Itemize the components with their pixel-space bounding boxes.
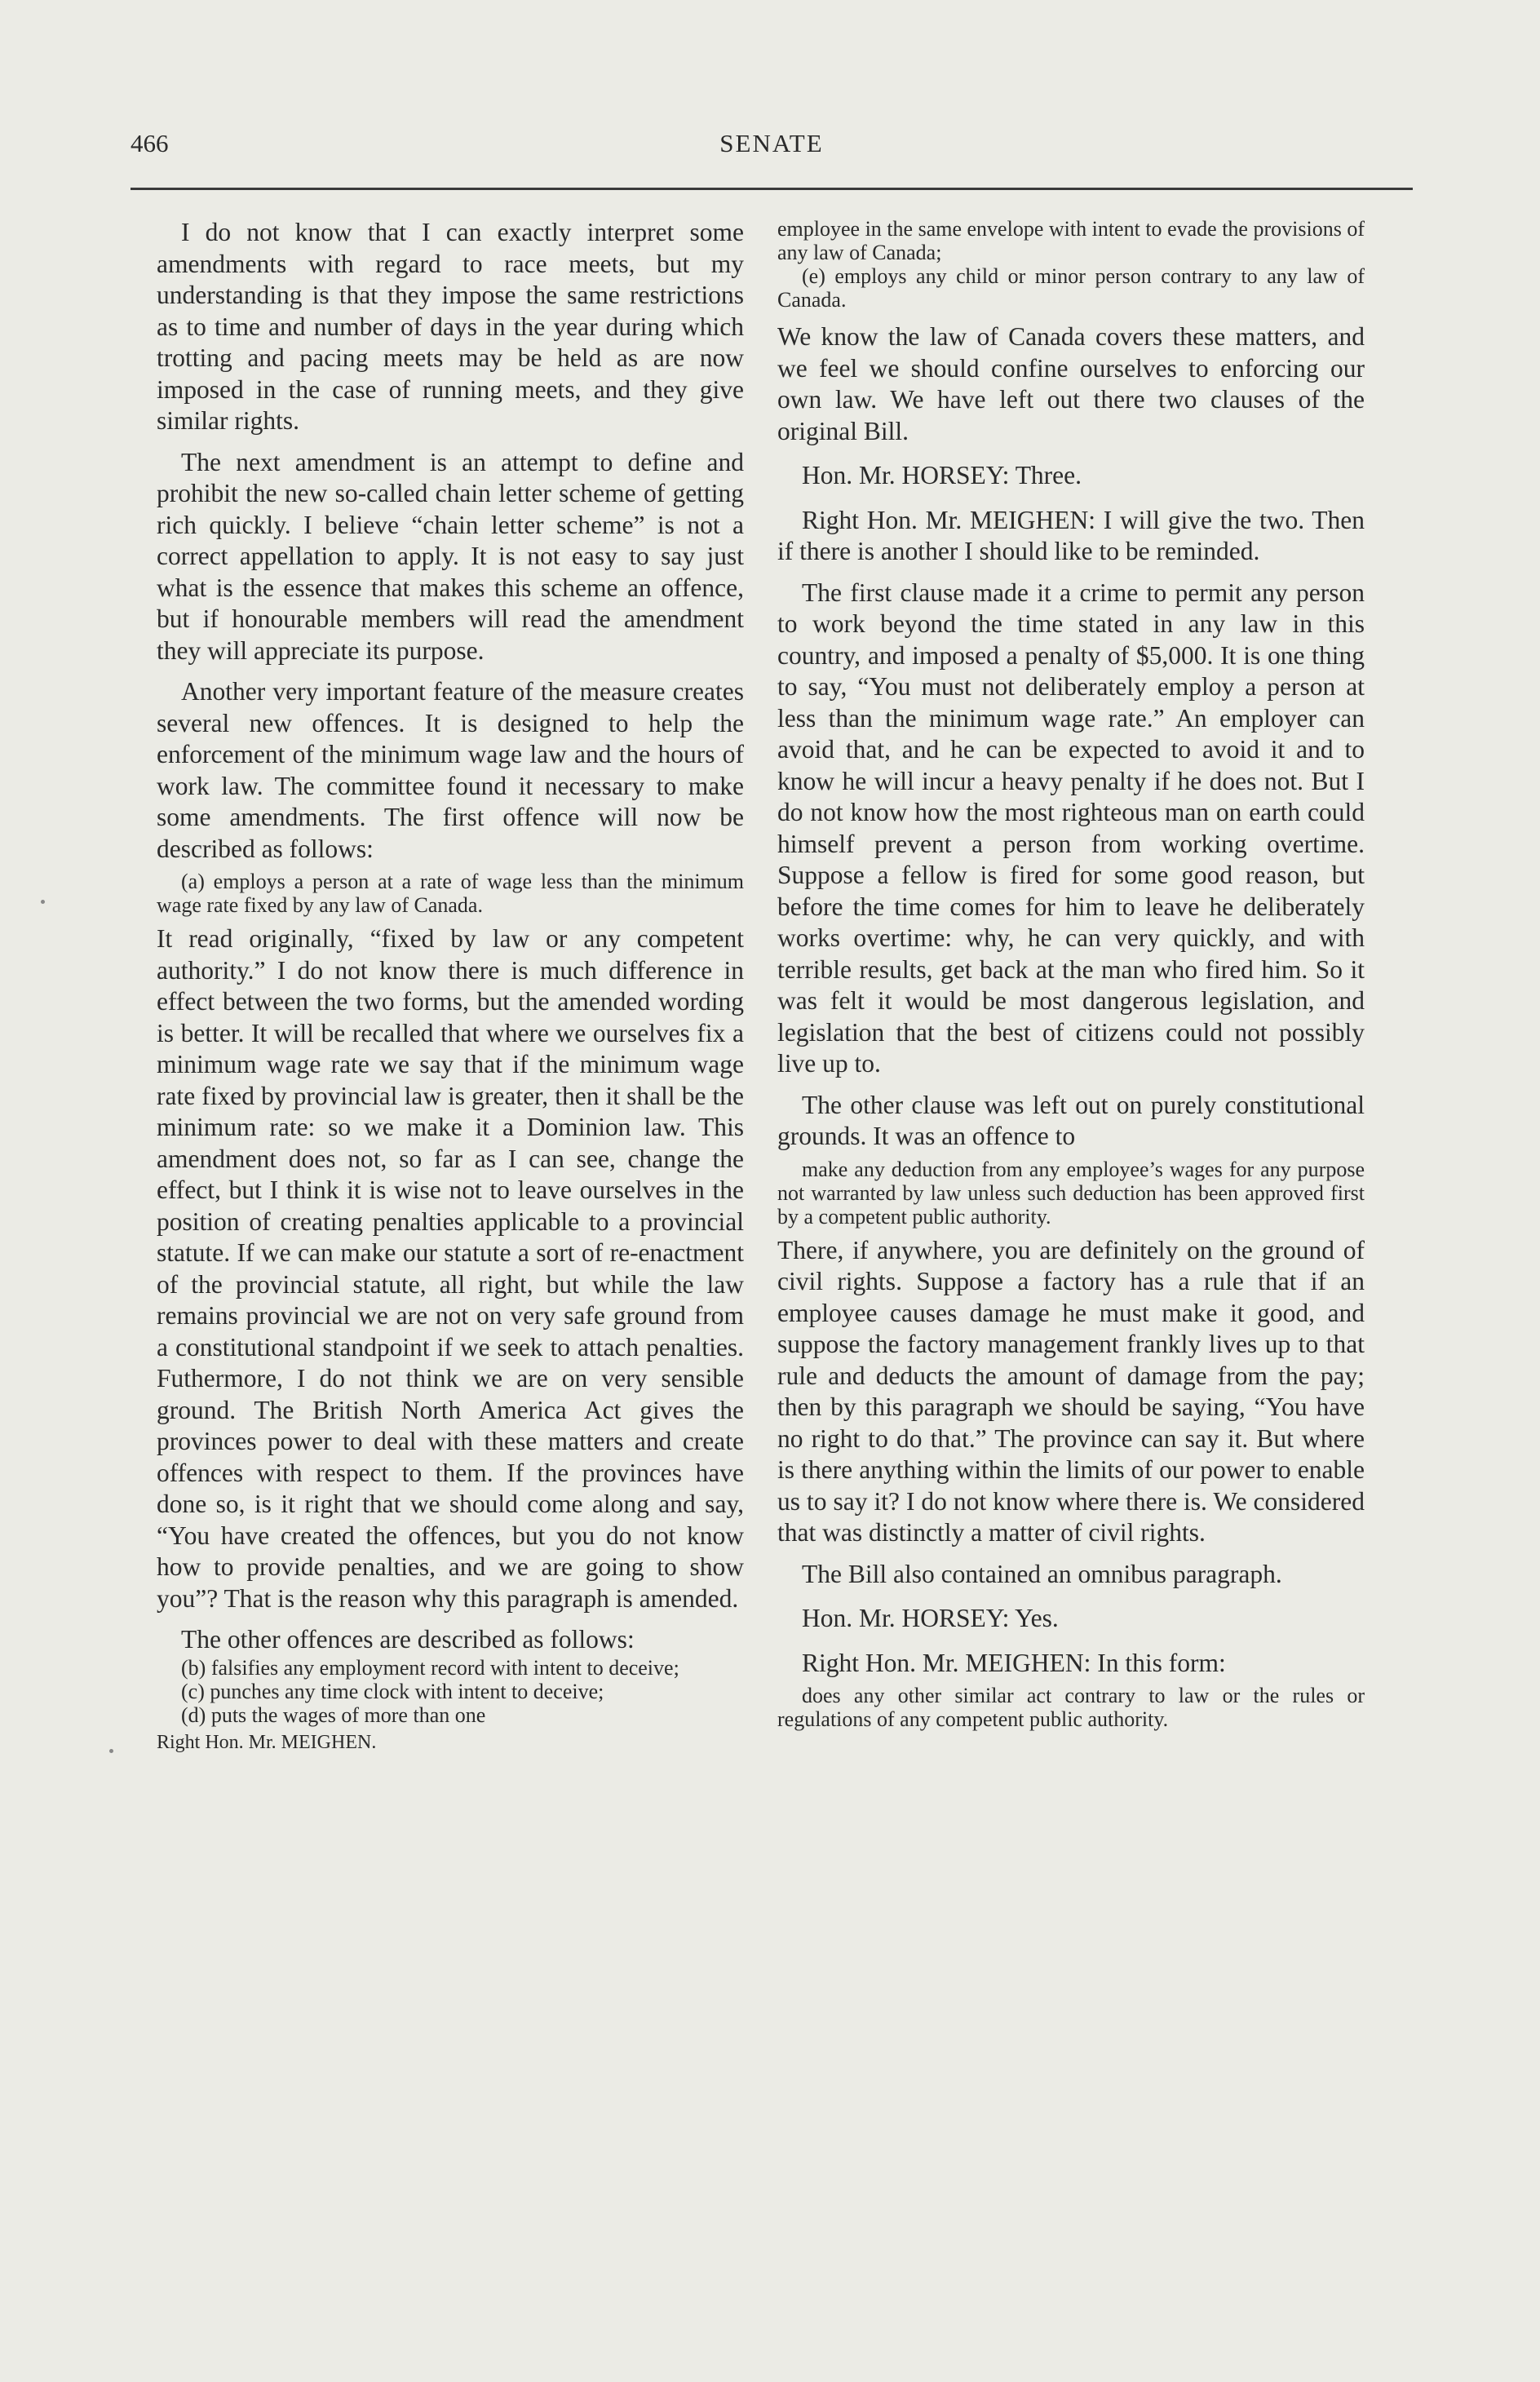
quoted-clause: does any other similar act contrary to law or the rules or regulations of any competent public authority. — [777, 1684, 1365, 1731]
quoted-clause: (b) falsifies any employment record with intent to deceive; — [181, 1655, 679, 1680]
header-rule — [131, 188, 1413, 190]
speaker-line: Hon. Mr. HORSEY: Three. — [802, 461, 1082, 489]
quoted-clause: make any deduction from any employee’s wages for any purpose not warranted by law unless such deduction has been approved first by a competent public authority. — [777, 1157, 1365, 1229]
running-head: SENATE — [719, 129, 824, 157]
quoted-clause: (c) punches any time clock with intent to deceive; — [181, 1679, 604, 1703]
quoted-clause: (e) employs any child or minor person contrary to any law of Canada. — [777, 264, 1365, 312]
paragraph: I do not know that I can exactly interpret some amendments with regard to race meets, but my understanding is that they impose the same restrictions as to time and number of days in the year during which trotting and pacing meets may be held as are now imposed in the case of running meets, and they give similar rights. — [157, 218, 744, 435]
right-column — [777, 217, 1365, 1738]
paragraph: The Bill also contained an omnibus paragraph. — [802, 1559, 1282, 1588]
speaker-footer: Right Hon. Mr. MEIGHEN. — [157, 1731, 377, 1753]
paragraph: There, if anywhere, you are definitely on the ground of civil rights. Suppose a factory has a rule that if an employee causes damage he must make it good, and suppose the factory management frankly lives up to that rule and deducts the amount of damage from the pay; then by this paragraph we should be saying, “You have no right to do that.” The province can say it. But where is there anything within the limits of our power to enable us to say it? I do not know where there is. We considered that was distinctly a matter of civil rights. — [777, 1235, 1365, 1547]
quoted-clause: (a) employs a person at a rate of wage less than the minimum wage rate fixed by any law of Canada. — [157, 870, 744, 917]
paragraph: It read originally, “fixed by law or any competent authority.” I do not know there is much difference in effect between the two forms, but the amended wording is better. It will be recalled that where we ourselves fix a minimum wage rate we say that if the minimum wage rate fixed by provincial law is greater, then it shall be the minimum rate: so we make it a Dominion law. This amendment does not, so far as I can see, change the effect, but I think it is wise not to leave ourselves in the position of creating penalties applicable to a provincial statute. If we can make our statute a sort of re-enactment of the provincial statute, all right, but while the law remains provincial we are not on very safe ground from a constitutional standpoint if we seek to attach penalties. Futhermore, I do not think we are on very sensible ground. The British North America Act gives the provinces power to deal with these matters and create offences with respect to them. If the provinces have done so, is it right that we should come along and say, “You have created the offences, but you do not know how to provide penalties, and we are going to show you”? That is the reason why this paragraph is amended. — [157, 924, 744, 1613]
quoted-clause: employee in the same envelope with intent to evade the provisions of any law of Canada; — [777, 217, 1365, 264]
paragraph: The next amendment is an attempt to define and prohibit the new so-called chain letter scheme of getting rich quickly. I believe “chain letter scheme” is not a correct appellation to apply. It is not easy to say just what is the essence that makes this scheme an offence, but if honourable members will read the amendment they will appreciate its purpose. — [157, 447, 744, 665]
paragraph: Another very important feature of the measure creates several new offences. It is designed to help the enforcement of the minimum wage law and the hours of work law. The committee found it necessary to make some amendments. The first offence will now be described as follows: — [157, 677, 744, 863]
paragraph: The other offences are described as follows: — [181, 1625, 635, 1654]
margin-dot — [41, 900, 45, 904]
page-header — [131, 129, 1413, 170]
paragraph: We know the law of Canada covers these matters, and we feel we should confine ourselves to enforcing our own law. We have left out there two clauses of the original Bill. — [777, 322, 1365, 445]
speaker-line: Right Hon. Mr. MEIGHEN: I will give the two. Then if there is another I should like to be reminded. — [777, 505, 1365, 565]
paragraph: The first clause made it a crime to permit any person to work beyond the time stated in any law in this country, and imposed a penalty of $5,000. It is one thing to say, “You must not deliberately employ a person at less than the minimum wage rate.” An employer can avoid that, and he can be expected to avoid it and to know he will incur a heavy penalty if he does not. But I do not know how the most righteous man on earth could himself prevent a person from working overtime. Suppose a fellow is fired for some good reason, but before the time comes for him to leave he deliberately works overtime: why, he can very quickly, and with terrible results, get back at the man who fired him. So it was felt it would be most dangerous legislation, and legislation that the best of citizens could not possibly live up to. — [777, 578, 1365, 1078]
quoted-clause: (d) puts the wages of more than one — [181, 1702, 486, 1727]
page-number: 466 — [131, 129, 169, 157]
speaker-line: Right Hon. Mr. MEIGHEN: In this form: — [802, 1648, 1226, 1677]
margin-dot — [109, 1749, 113, 1753]
speaker-line: Hon. Mr. HORSEY: Yes. — [802, 1604, 1059, 1632]
paragraph: The other clause was left out on purely constitutional grounds. It was an offence to — [777, 1090, 1365, 1150]
left-column — [157, 217, 744, 1755]
